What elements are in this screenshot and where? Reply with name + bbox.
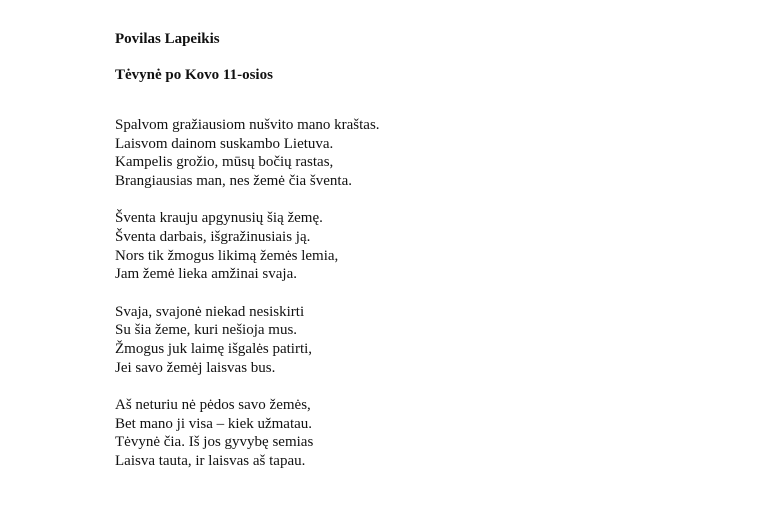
poem-line: Kampelis grožio, mūsų bočių rastas, xyxy=(115,154,334,171)
poem-line: Šventa krauju apgynusių šią žemę. xyxy=(115,210,323,227)
poem-line: Brangiausias man, nes žemė čia šventa. xyxy=(115,172,352,189)
poem-line: Su šia žeme, kuri nešioja mus. xyxy=(115,322,298,339)
poem-line: Laisvom dainom suskambo Lietuva. xyxy=(115,135,334,152)
stanza-2 xyxy=(115,209,715,283)
poem-line: Bet mano ji visa – kiek užmatau. xyxy=(115,415,313,432)
stanza-4 xyxy=(115,396,715,470)
document-page xyxy=(115,30,715,490)
poem-line: Šventa darbais, išgražinusiais ją. xyxy=(115,228,311,245)
poem-line: Spalvom gražiausiom nušvito mano kraštas. xyxy=(115,117,380,133)
author-name: Povilas Lapeikis xyxy=(115,31,220,47)
poem-line: Jei savo žemėj laisvas bus. xyxy=(115,359,276,376)
poem-line: Aš neturiu nė pėdos savo žemės, xyxy=(115,397,311,414)
poem-line: Laisva tauta, ir laisvas aš tapau. xyxy=(115,452,306,469)
poem-body xyxy=(115,116,715,471)
poem-line: Jam žemė lieka amžinai svaja. xyxy=(115,266,297,283)
poem-line: Žmogus juk laimę išgalės patirti, xyxy=(115,340,313,357)
poem-line: Tėvynė čia. Iš jos gyvybę semias xyxy=(115,434,314,451)
poem-line: Nors tik žmogus likimą žemės lemia, xyxy=(115,247,339,264)
poem-title: Tėvynė po Kovo 11-osios xyxy=(115,67,273,83)
stanza-3 xyxy=(115,303,715,377)
stanza-1 xyxy=(115,116,715,190)
poem-line: Svaja, svajonė niekad nesiskirti xyxy=(115,303,305,320)
